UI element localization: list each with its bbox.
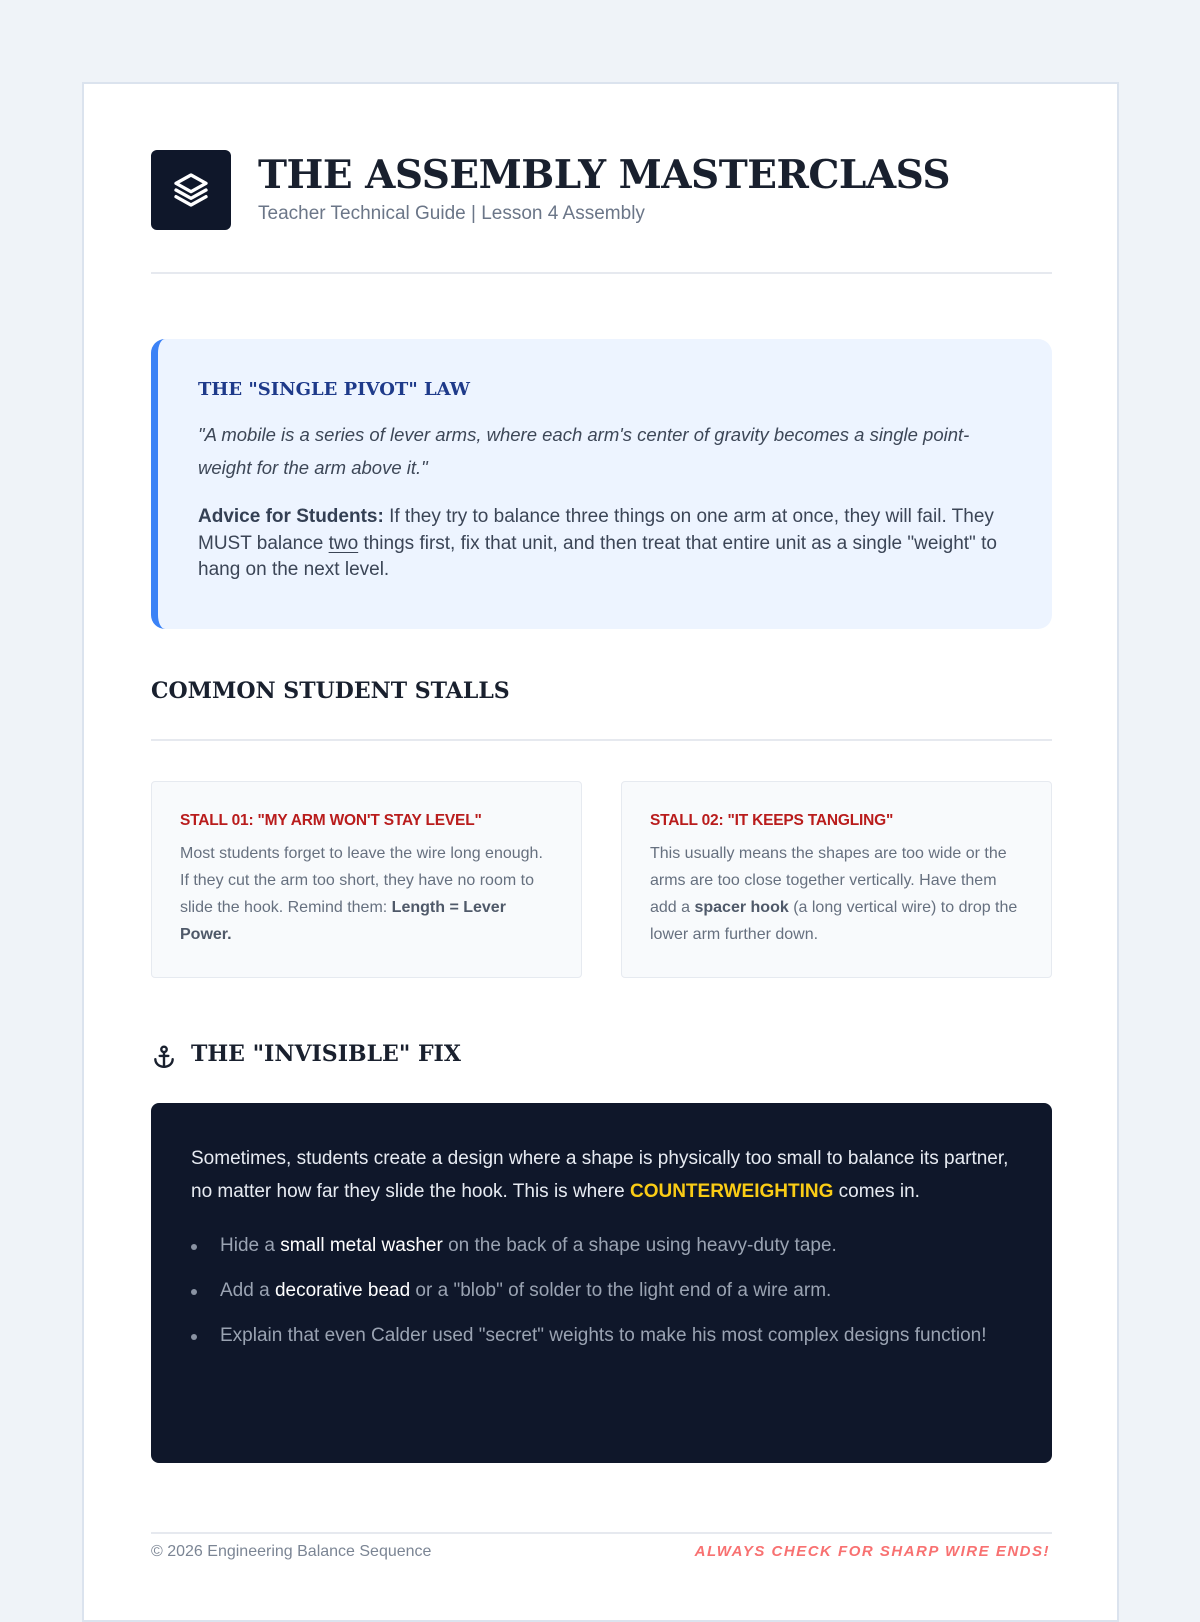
footer-divider: [151, 1532, 1052, 1534]
item-text: Explain that even Calder used "secret" weights to make his most complex designs function!: [220, 1325, 987, 1346]
stall-emphasis: Length = Lever Power.: [180, 899, 506, 943]
footer-copyright: © 2026 Engineering Balance Sequence: [151, 1543, 432, 1560]
advice-text-2: things first, fix that unit, and then treat that entire unit as a single "weight" to hang on the next level.: [198, 532, 997, 580]
item-emphasis: decorative bead: [274, 1280, 411, 1301]
stall-title: STALL 01: "MY ARM WON'T STAY LEVEL": [180, 812, 482, 829]
item-text: Hide a: [220, 1235, 281, 1256]
item-text-after: or a "blob" of solder to the light end of a wire arm.: [410, 1280, 832, 1301]
item-emphasis: small metal washer: [280, 1235, 443, 1256]
page-subtitle: Teacher Technical Guide | Lesson 4 Assembly: [258, 203, 645, 224]
stall-body: [650, 840, 1023, 948]
law-advice: [198, 504, 1012, 584]
footer-warning: ALWAYS CHECK FOR SHARP WIRE ENDS!: [694, 1543, 1050, 1560]
stalls-heading: COMMON STUDENT STALLS: [151, 678, 510, 704]
fix-intro-text: Sometimes, students create a design where a shape is physically too small to balance its partner, no matter how far they slide the hook. This is where: [191, 1148, 1009, 1202]
fix-heading-row: [151, 1041, 1052, 1071]
law-callout: [151, 339, 1052, 629]
stall-title: STALL 02: "IT KEEPS TANGLING": [650, 812, 894, 829]
law-quote: "A mobile is a series of lever arms, where each arm's center of gravity becomes a single point-weight for the arm above it.": [198, 424, 970, 478]
fix-intro: [191, 1143, 1012, 1208]
law-title: THE "SINGLE PIVOT" LAW: [198, 379, 470, 400]
advice-label: Advice for Students:: [198, 506, 384, 527]
page-title: THE ASSEMBLY MASTERCLASS: [258, 152, 951, 198]
item-text: Add a: [220, 1280, 275, 1301]
stall-text-after: (a long vertical wire) to drop the lower arm further down.: [650, 899, 1018, 943]
stall-body: [180, 840, 553, 948]
stall-card-1: [151, 781, 582, 978]
lesson-sheet: [82, 82, 1119, 1622]
stall-card-2: [621, 781, 1052, 978]
layers-icon: [151, 150, 231, 230]
advice-text-1: If they try to balance three things on one arm at once, they will fail. They MUST balance: [198, 506, 994, 554]
fix-heading: THE "INVISIBLE" FIX: [191, 1041, 461, 1067]
list-item: [191, 1230, 1012, 1262]
advice-emphasis: two: [328, 532, 359, 554]
stall-emphasis: spacer hook: [694, 899, 789, 916]
list-item: [191, 1320, 1012, 1352]
fix-list: [191, 1230, 1012, 1352]
header: [151, 150, 1052, 230]
stall-text: Most students forget to leave the wire long enough. If they cut the arm too short, they have no room to slide the hook. Remind them:: [180, 845, 543, 916]
item-text-after: on the back of a shape using heavy-duty tape.: [442, 1235, 837, 1256]
list-item: [191, 1275, 1012, 1307]
fix-panel: [151, 1103, 1052, 1463]
fix-highlight: COUNTERWEIGHTING: [629, 1180, 834, 1202]
stalls-divider: [151, 739, 1052, 741]
anchor-icon: [151, 1044, 177, 1075]
stall-text: This usually means the shapes are too wide or the arms are too close together vertically. Have them add a: [650, 845, 1007, 916]
header-divider: [151, 272, 1052, 274]
fix-intro-end: comes in.: [833, 1180, 920, 1202]
